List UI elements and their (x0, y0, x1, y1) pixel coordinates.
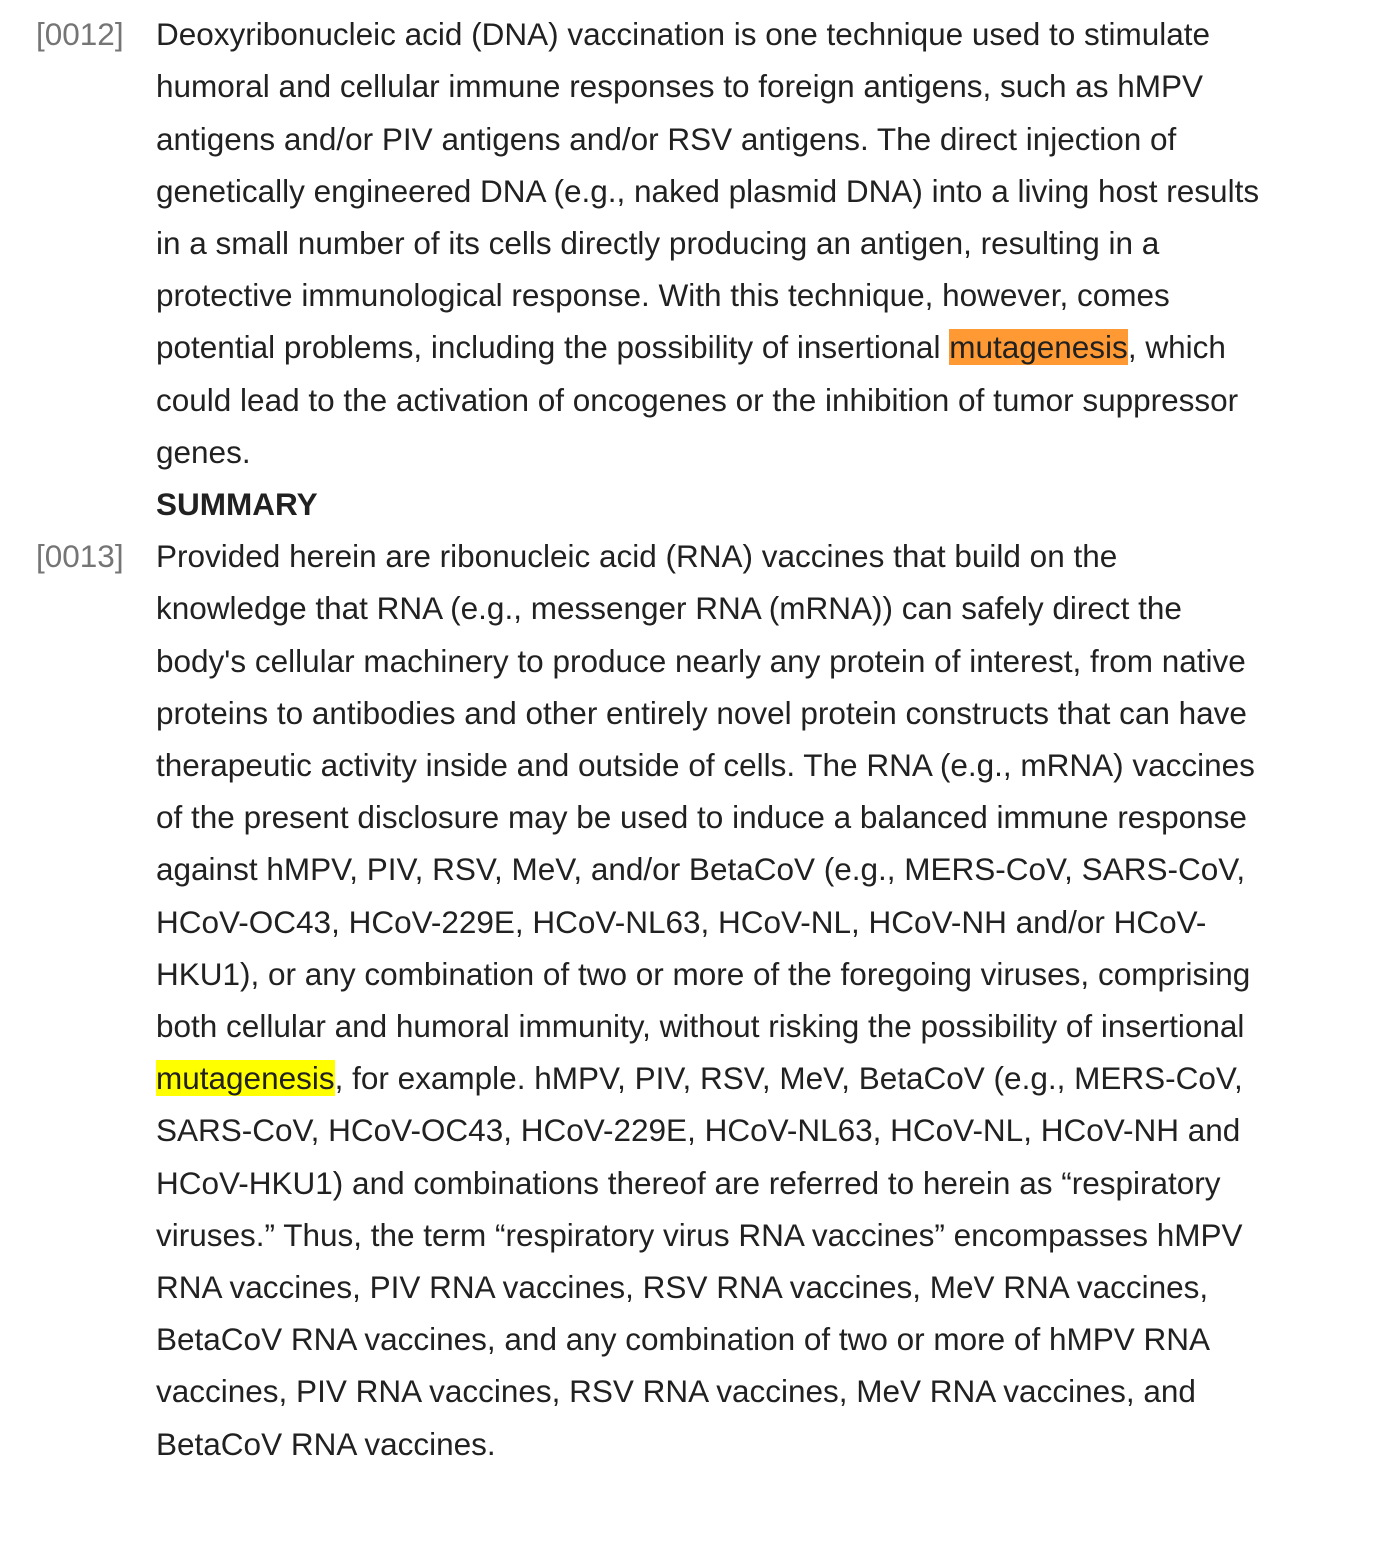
previous-paragraph (0, 0, 1268, 8)
section-heading-summary: SUMMARY (156, 486, 318, 523)
text-after-highlight: , which could lead to the activation of oncogenes or the inhibition of tumor suppressor genes. (156, 329, 1239, 470)
paragraph-0012 (0, 8, 1268, 478)
paragraph-number: [0013] (36, 538, 124, 575)
paragraph-0013 (0, 530, 1268, 1470)
text-before-highlight: Provided herein are ribonucleic acid (RNA) vaccines that build on the knowledge that RNA (e.g., messenger RNA (mRNA)) can safely direct the body's cellular machinery to produce nearly any protein of interest, from native proteins to antibodies and other entirely novel protein constructs that can have therapeutic activity inside and outside of cells. The RNA (e.g., mRNA) vaccines of the present disclosure may be used to induce a balanced immune response against hMPV, PIV, RSV, MeV, and/or BetaCoV (e.g., MERS-CoV, SARS-CoV, HCoV-OC43, HCoV-229E, HCoV-NL63, HCoV-NL, HCoV-NH and/or HCoV-HKU1), or any combination of two or more of the foregoing viruses, comprising both cellular and humoral immunity, without risking the possibility of insertional (156, 538, 1255, 1045)
search-highlight-current[interactable]: mutagenesis (949, 329, 1128, 366)
text-before-highlight: Deoxyribonucleic acid (DNA) vaccination is one technique used to stimulate humoral and cellular immune responses to foreign antigens, such as hMPV antigens and/or PIV antigens and/or RSV antigens. The direct injection of genetically engineered DNA (e.g., naked plasmid DNA) into a living host results in a small number of its cells directly producing an antigen, resulting in a protective immunological response. With this technique, however, comes potential problems, including the possibility of insertional (156, 16, 1260, 366)
text-after-highlight: , for example. hMPV, PIV, RSV, MeV, BetaCoV (e.g., MERS-CoV, SARS-CoV, HCoV-OC43, HCoV-229E, HCoV-NL63, HCoV-NL, HCoV-NH and HCoV-HKU1) and combinations thereof are referred to herein as “respiratory viruses.” Thus, the term “respiratory virus RNA vaccines” encompasses hMPV RNA vaccines, PIV RNA vaccines, RSV RNA vaccines, MeV RNA vaccines, BetaCoV RNA vaccines, and any combination of two or more of hMPV RNA vaccines, PIV RNA vaccines, RSV RNA vaccines, MeV RNA vaccines, and BetaCoV RNA vaccines. (156, 1060, 1243, 1462)
paragraph-text (156, 8, 1268, 478)
paragraph-text (156, 530, 1268, 1470)
previous-paragraph-text (156, 0, 1268, 8)
search-highlight[interactable]: mutagenesis (156, 1060, 335, 1097)
paragraph-number: [0012] (36, 16, 124, 53)
